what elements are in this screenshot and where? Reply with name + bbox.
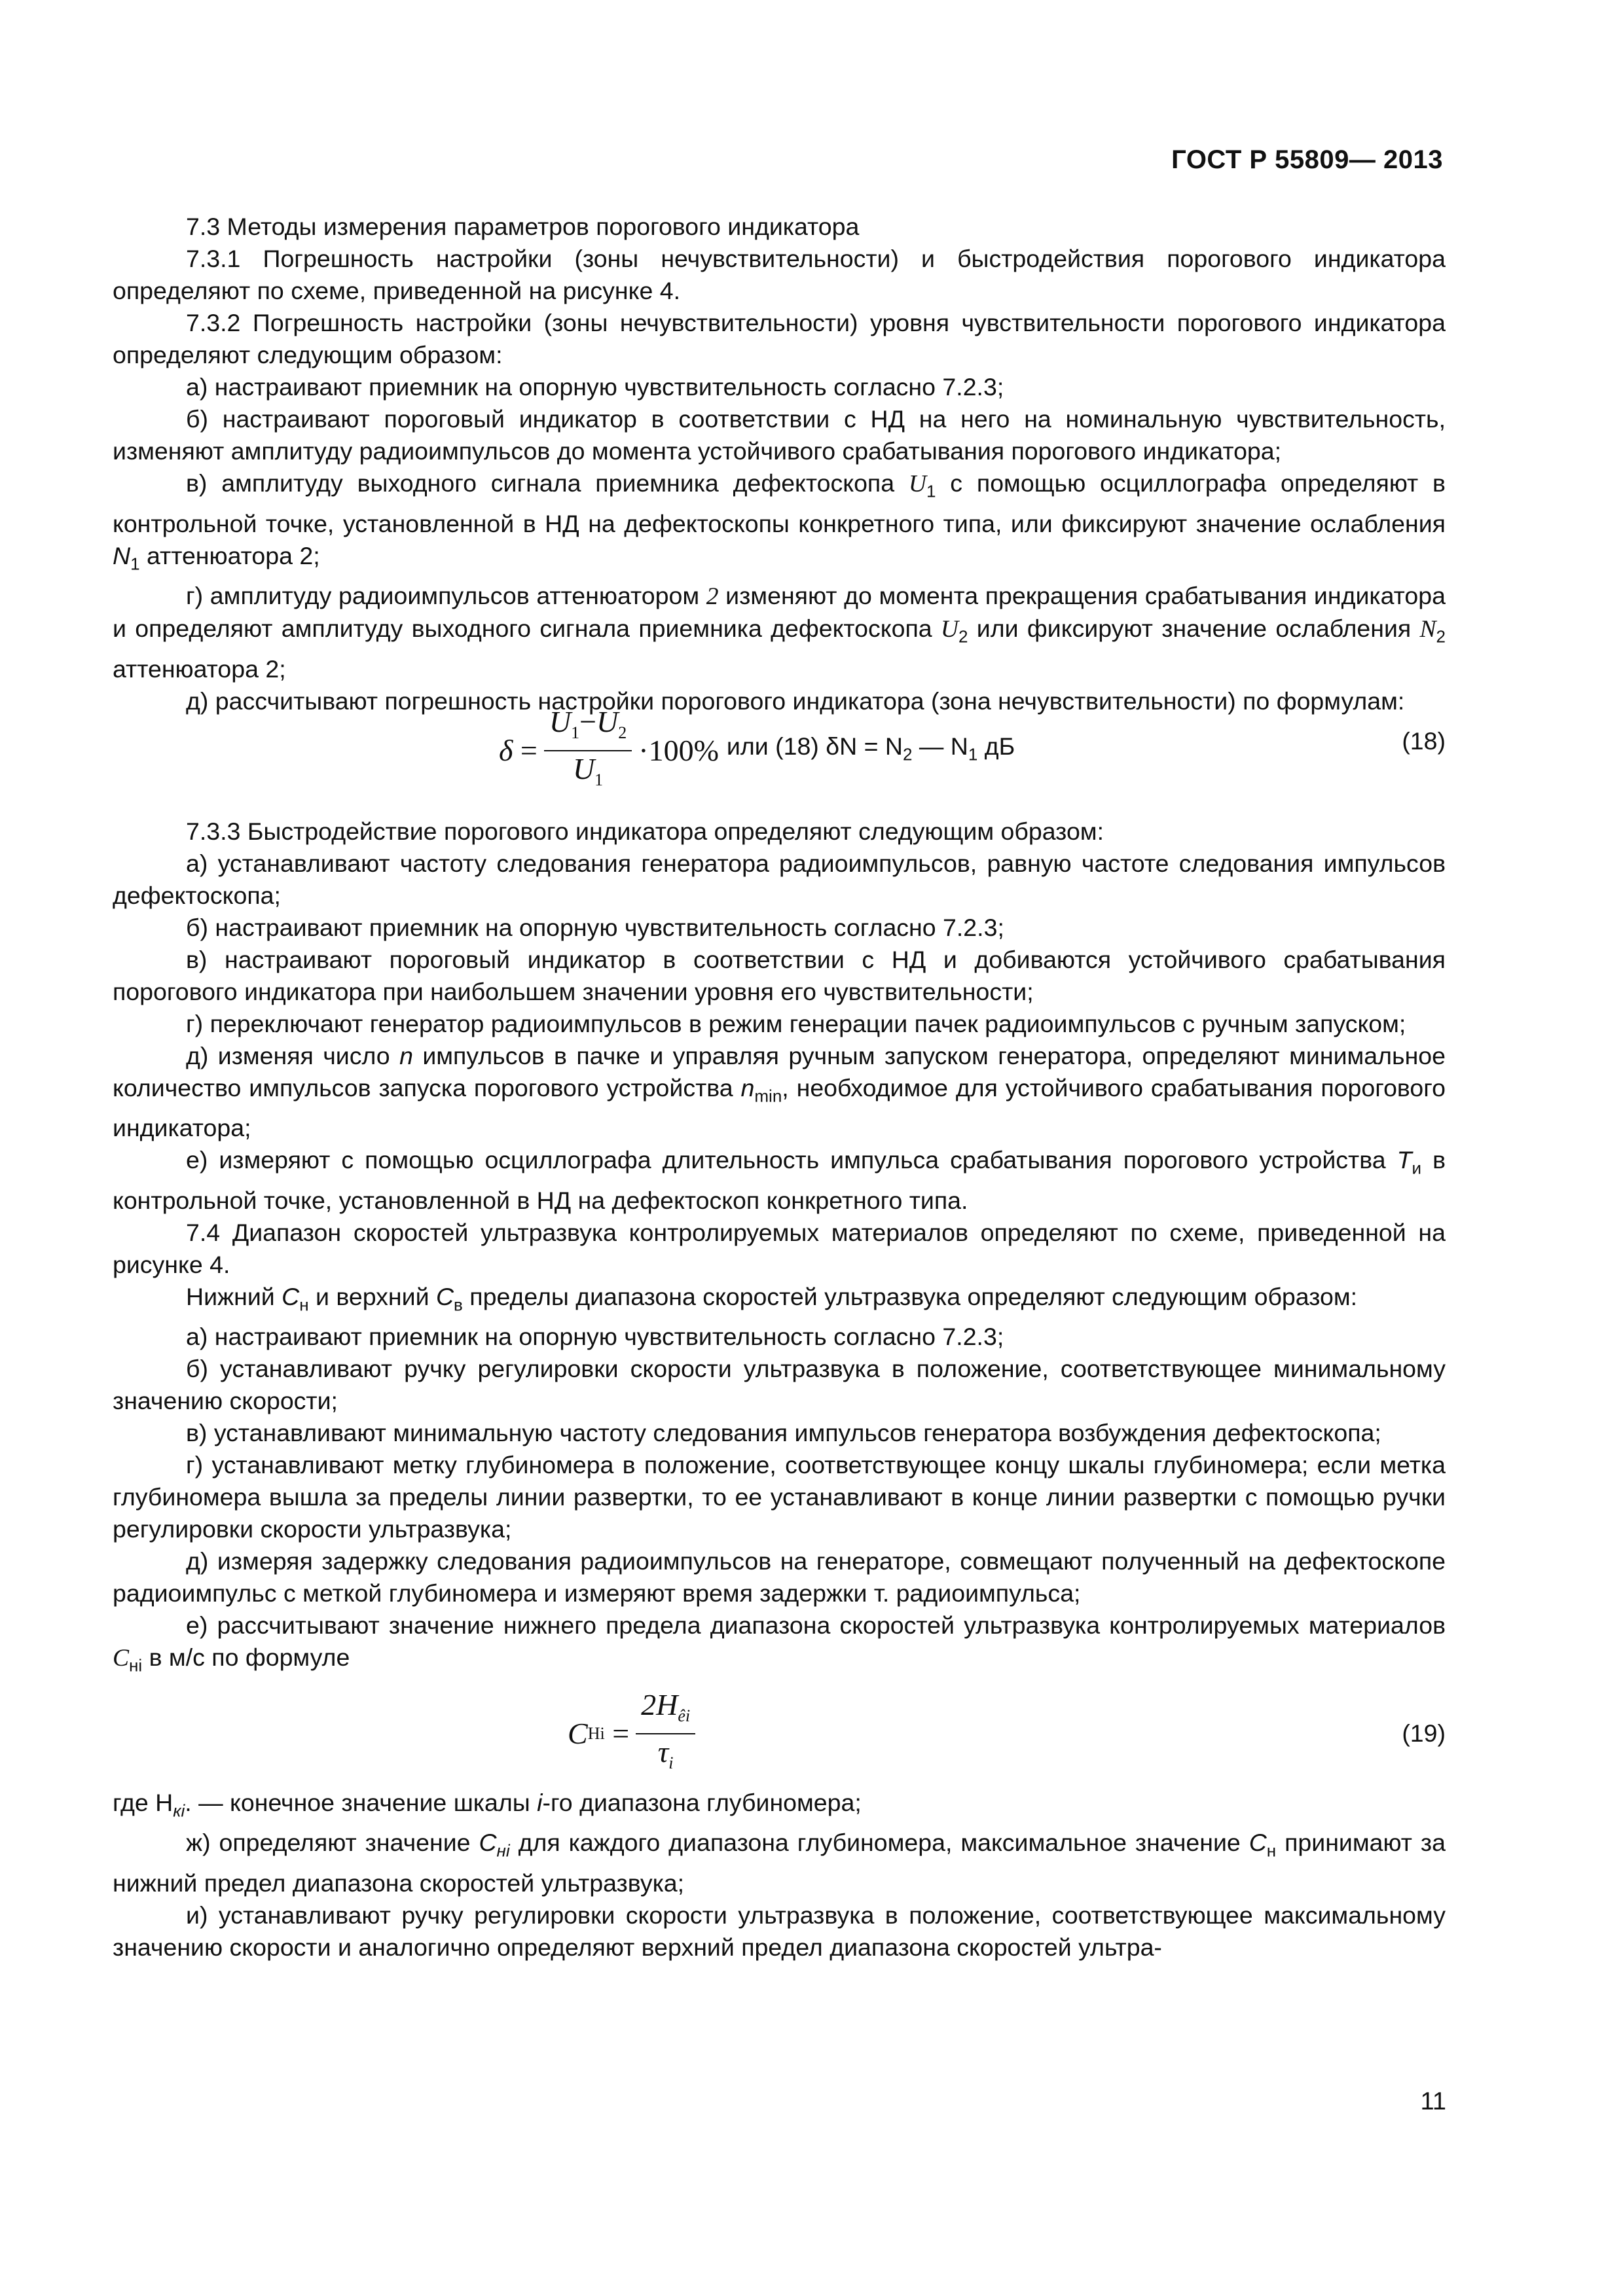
section-heading: 7.3.3 Быстродействие порогового индикатора определяют следующим образом: xyxy=(186,817,1104,845)
list-item: в) устанавливают минимальную частоту следования импульсов генератора возбуждения дефектоскопа; xyxy=(186,1419,1381,1446)
list-item: е) рассчитывают значение нижнего предела диапазона скоростей ультразвука контролируемых материалов $С_{нi}$ в м/с по формуле xyxy=(113,1611,1446,1676)
equation-number: (19) xyxy=(1402,1719,1446,1747)
list-item: б) устанавливают ручку регулировки скорости ультразвука в положение, соответствующее минимальному значению скорости; xyxy=(113,1355,1446,1414)
formula-19 xyxy=(113,1689,1446,1787)
list-item: б) настраивают пороговый индикатор в соответствии с НД на него на номинальную чувствительность, изменяют амплитуду радиоимпульсов до момента устойчивого срабатывания порогового индикатора; xyxy=(113,405,1446,465)
list-item: г) устанавливают метку глубиномера в положение, соответствующее концу шкалы глубиномера; если метка глубиномера вышла за пределы линии развертки, то ее устанавливают в конце линии развертки с помощью ручки регулировки скорости ультразвука; xyxy=(113,1451,1446,1543)
list-item: д) рассчитывают погрешность настройки порогового индикатора (зона нечувствительности) по формулам: xyxy=(186,687,1405,715)
list-item: д) измеряя задержку следования радиоимпульсов на генераторе, совмещают полученный на дефектоскопе радиоимпульс с меткой глубиномера и измеряют время задержки т. радиоимпульса; xyxy=(113,1547,1446,1607)
list-item: в) настраивают пороговый индикатор в соответствии с НД и добиваются устойчивого срабатывания порогового индикатора при наибольшем значении уровня его чувствительности; xyxy=(113,945,1446,1005)
document-body xyxy=(113,211,1446,1964)
list-item: а) устанавливают частоту следования генератора радиоимпульсов, равную частоте следования импульсов дефектоскопа; xyxy=(113,849,1446,909)
section-heading: 7.3 Методы измерения параметров порогового индикатора xyxy=(186,213,860,240)
list-item: г) амплитуду радиоимпульсов аттенюатором 2 изменяют до момента прекращения срабатывания индикатора и определяют амплитуду выходного сигнала приемника дефектоскопа $U_2$ или фиксируют значение ослабления $N_2$ аттенюатора 2; xyxy=(113,582,1446,683)
list-item: и) устанавливают ручку регулировки скорости ультразвука в положение, соответствующее максимальному значению скорости и аналогично определяют верхний предел диапазона скоростей ультра- xyxy=(113,1901,1446,1961)
formula-19-fraction: $\frac{2H_{êi}}{\tau_i}$ xyxy=(636,1689,695,1779)
formula-18-expression: δ = $\frac{U_1-U_2}{U_1}$ ·100% или (18) $\delta N = N_2$ — $N_1$ дБ xyxy=(499,706,1015,796)
list-item: д) изменяя число n импульсов в пачке и управляя ручным запуском генератора, определяют минимальное количество импульсов запуска порогового устройства $n_{min}$, необходимое для устойчивого срабатывания порогового индикатора; xyxy=(113,1041,1446,1141)
formula-18-fraction: $\frac{U_1-U_2}{U_1}$ xyxy=(544,706,632,796)
list-item: а) настраивают приемник на опорную чувствительность согласно 7.2.3; xyxy=(186,373,1004,401)
paragraph: где $Н_{кi}$. — конечное значение шкалы i-го диапазона глубиномера; xyxy=(113,1788,862,1820)
page-number: 11 xyxy=(1420,2088,1446,2115)
equation-number: (18) xyxy=(1402,726,1446,755)
list-item: а) настраивают приемник на опорную чувствительность согласно 7.2.3; xyxy=(186,1323,1004,1350)
document-header: ГОСТ Р 55809— 2013 xyxy=(1171,145,1443,174)
list-item: е) измеряют с помощью осциллографа длительность импульса срабатывания порогового устройства $T_и$ в контрольной точке, установленной в НД на дефектоскоп конкретного типа. xyxy=(113,1146,1446,1214)
list-item: г) переключают генератор радиоимпульсов в режим генерации пачек радиоимпульсов с ручным запуском; xyxy=(186,1009,1406,1037)
paragraph: Нижний $С_н$ и верхний $С_в$ пределы диапазона скоростей ультразвука определяют следующим образом: xyxy=(186,1282,1358,1314)
paragraph: 7.3.1 Погрешность настройки (зоны нечувствительности) и быстродействия порогового индикатора определяют по схеме, приведенной на рисунке 4. xyxy=(113,245,1446,304)
section-heading: 7.4 Диапазон скоростей ультразвука контролируемых материалов определяют по схеме, приведенной на рисунке 4. xyxy=(113,1218,1446,1278)
formula-18 xyxy=(113,704,1446,816)
list-item: в) амплитуду выходного сигнала приемника дефектоскопа $U_1$ с помощью осциллографа определяют в контрольной точке, установленной в НД на дефектоскопы конкретного типа, или фиксируют значение ослабления $N_1$ аттенюатора 2; xyxy=(113,469,1446,573)
list-item: ж) определяют значение $С_{нi}$ для каждого диапазона глубиномера, максимальное значение $С_н$ принимают за нижний предел диапазона скоростей ультразвука; xyxy=(113,1829,1446,1897)
formula-19-expression: C Hi = $\frac{2H_{êi}}{\tau_i}$ xyxy=(568,1689,702,1779)
list-item: б) настраивают приемник на опорную чувствительность согласно 7.2.3; xyxy=(186,913,1004,941)
paragraph: 7.3.2 Погрешность настройки (зоны нечувствительности) уровня чувствительности порогового индикатора определяют следующим образом: xyxy=(113,309,1446,368)
